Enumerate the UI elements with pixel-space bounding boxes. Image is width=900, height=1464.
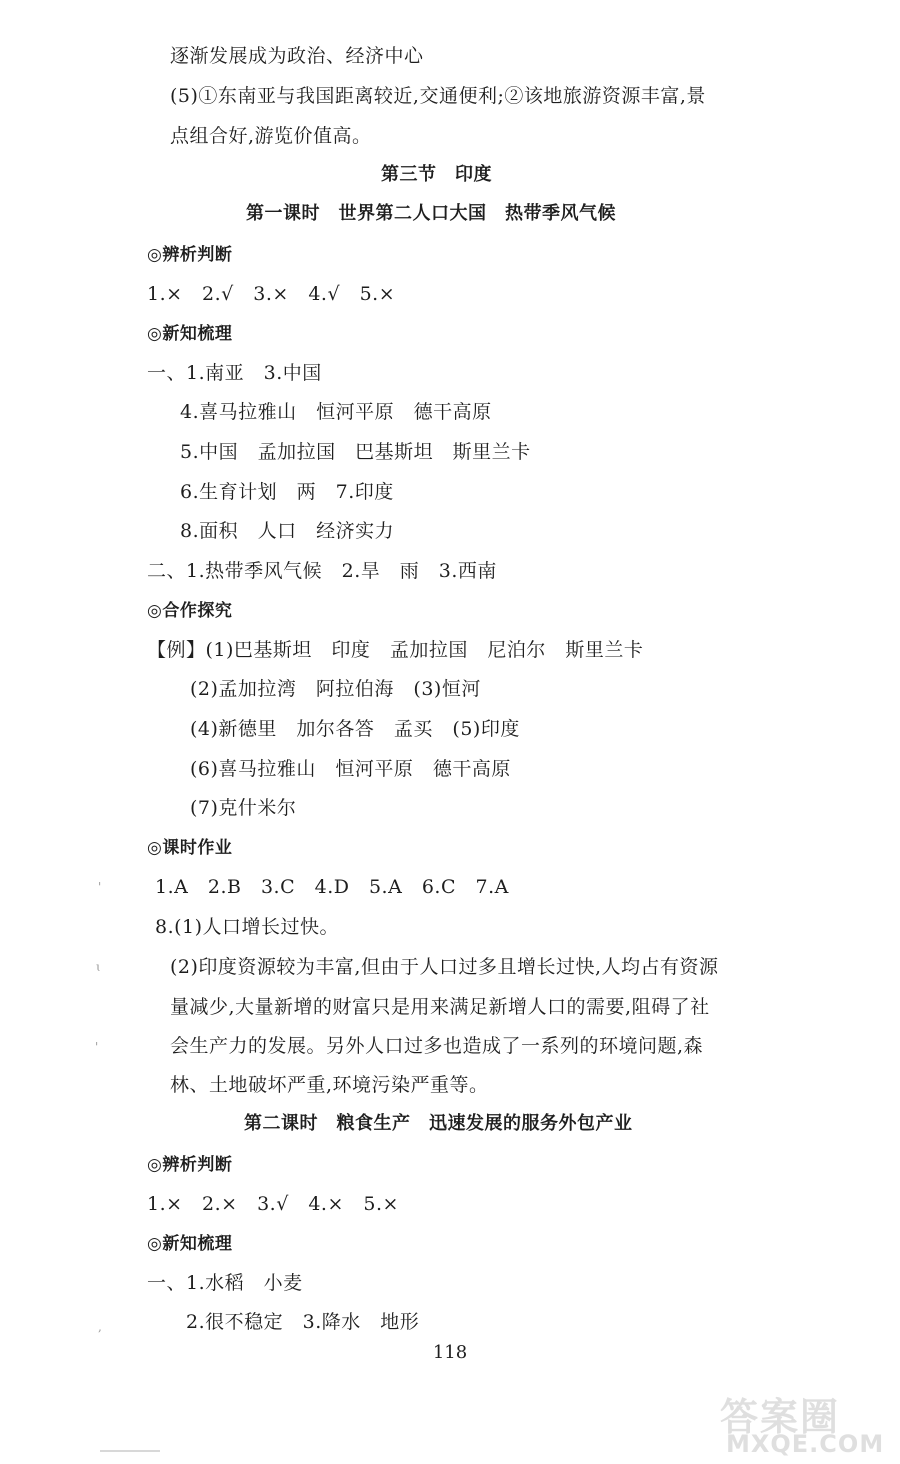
text-line: 二、1.热带季风气候 2.旱 雨 3.西南	[147, 560, 497, 582]
section-heading: ◎新知梳理	[147, 324, 233, 344]
text-line: 1.× 2.× 3.√ 4.× 5.×	[147, 1193, 399, 1215]
lesson-title: 第二课时 粮食生产 迅速发展的服务外包产业	[244, 1113, 633, 1134]
text-line: 量减少,大量新增的财富只是用来满足新增人口的需要,阻碍了社	[170, 996, 710, 1018]
watermark-logo	[720, 1386, 890, 1460]
text-line: 8.面积 人口 经济实力	[180, 520, 395, 542]
scan-mark: '	[95, 1040, 99, 1054]
section-heading: ◎新知梳理	[147, 1234, 233, 1254]
text-line: 一、1.水稻 小麦	[147, 1272, 303, 1294]
watermark-bottom-text: MXQE.COM	[726, 1430, 885, 1458]
text-line: 一、1.南亚 3.中国	[147, 362, 322, 384]
text-line: 逐渐发展成为政治、经济中心	[170, 45, 424, 67]
section-heading: ◎课时作业	[147, 838, 233, 858]
text-line: 会生产力的发展。另外人口过多也造成了一系列的环境问题,森	[170, 1035, 704, 1057]
scan-mark: ,	[98, 1320, 102, 1334]
text-line: (2)孟加拉湾 阿拉伯海 (3)恒河	[190, 678, 481, 700]
section-heading: ◎合作探究	[147, 601, 233, 621]
text-line: (5)①东南亚与我国距离较近,交通便利;②该地旅游资源丰富,景	[170, 85, 706, 107]
text-line: 点组合好,游览价值高。	[170, 125, 372, 147]
text-line: 5.中国 孟加拉国 巴基斯坦 斯里兰卡	[180, 441, 531, 463]
text-line: 4.喜马拉雅山 恒河平原 德干高原	[180, 401, 492, 423]
text-line: (2)印度资源较为丰富,但由于人口过多且增长过快,人均占有资源	[170, 956, 719, 978]
text-line: 6.生育计划 两 7.印度	[180, 481, 394, 503]
scan-mark: ɩ	[96, 960, 101, 974]
text-line: (4)新德里 加尔各答 孟买 (5)印度	[190, 718, 520, 740]
page-number: 118	[432, 1342, 468, 1363]
section-heading: ◎辨析判断	[147, 245, 233, 265]
watermark-top-text: 答案圈	[720, 1395, 841, 1439]
section-title: 第三节 印度	[381, 164, 492, 185]
text-line: 1.× 2.√ 3.× 4.√ 5.×	[147, 283, 396, 305]
text-line: 林、土地破坏严重,环境污染严重等。	[170, 1074, 489, 1096]
text-line: (7)克什米尔	[190, 797, 297, 819]
text-line: (6)喜马拉雅山 恒河平原 德干高原	[190, 758, 511, 780]
text-line: 【例】(1)巴基斯坦 印度 孟加拉国 尼泊尔 斯里兰卡	[147, 639, 644, 661]
scan-artifact	[100, 1450, 160, 1452]
text-line: 1.A 2.B 3.C 4.D 5.A 6.C 7.A	[155, 876, 509, 898]
text-line: 8.(1)人口增长过快。	[155, 916, 340, 938]
text-line: 2.很不稳定 3.降水 地形	[186, 1311, 420, 1333]
scan-mark: '	[98, 880, 102, 894]
section-heading: ◎辨析判断	[147, 1155, 233, 1175]
lesson-title: 第一课时 世界第二人口大国 热带季风气候	[246, 203, 616, 224]
